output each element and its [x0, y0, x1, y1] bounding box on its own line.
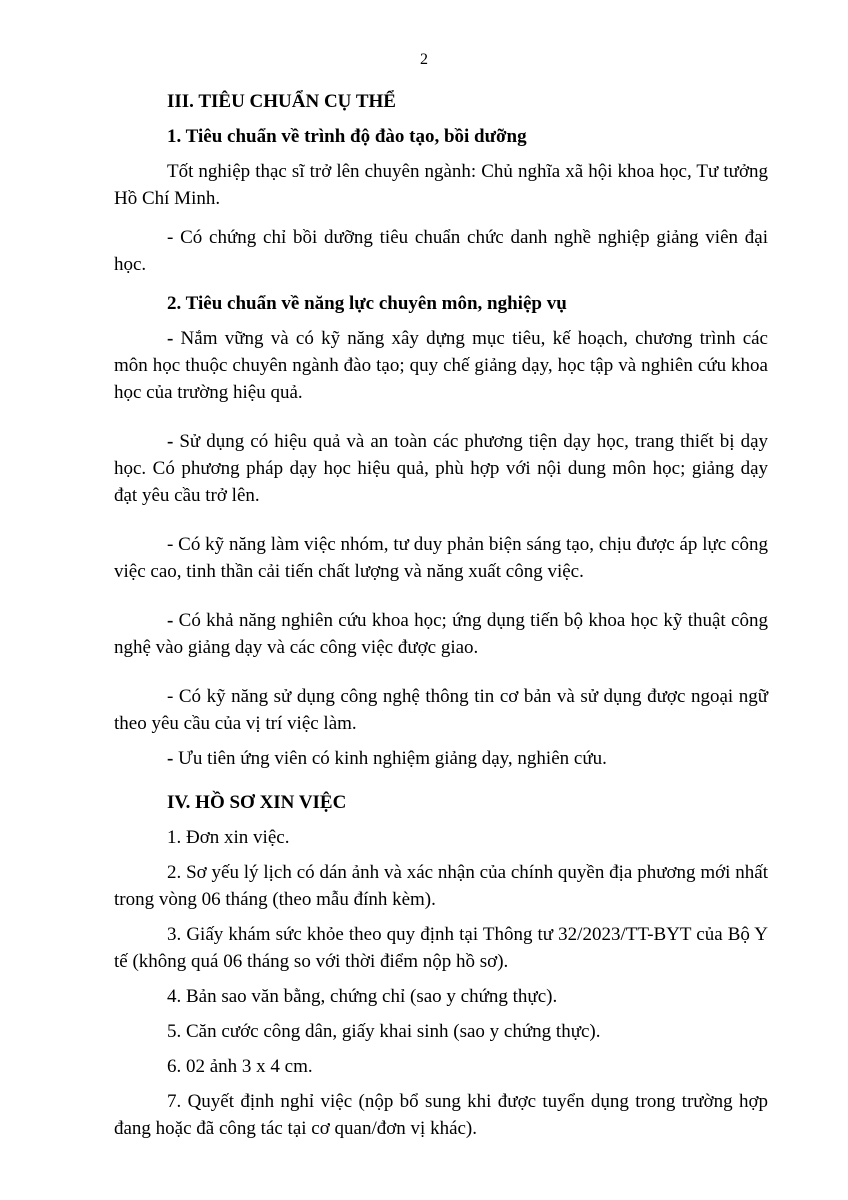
list-item-text: Có khả năng nghiên cứu khoa học; ứng dụng tiến bộ khoa học kỹ thuật công nghệ vào giảng dạy và các công việc được giao. — [114, 610, 768, 658]
document-list-item: 6. 02 ảnh 3 x 4 cm. — [167, 1056, 313, 1077]
list-item — [114, 531, 768, 585]
section-4-heading: IV. HỒ SƠ XIN VIỆC — [167, 792, 347, 813]
bullet-dash: - — [167, 686, 174, 707]
bullet-dash: - — [167, 610, 174, 631]
document-list-item: 3. Giấy khám sức khỏe theo quy định tại Thông tư 32/2023/TT-BYT của Bộ Y tế (không quá 06 tháng so với thời điểm nộp hồ sơ). — [114, 924, 768, 972]
document-list-item: 4. Bản sao văn bằng, chứng chỉ (sao y chứng thực). — [167, 986, 558, 1007]
bullet-dash: - — [167, 748, 174, 769]
page-number: 2 — [420, 51, 428, 68]
document-list-item: 5. Căn cước công dân, giấy khai sinh (sao y chứng thực). — [167, 1021, 601, 1042]
list-item-text: Ưu tiên ứng viên có kinh nghiệm giảng dạy, nghiên cứu. — [173, 748, 607, 769]
document-body — [114, 88, 768, 1142]
list-item-text: Sử dụng có hiệu quả và an toàn các phương tiện dạy học, trang thiết bị dạy học. Có phương pháp dạy học hiệu quả, phù hợp với nội dung môn học; giảng dạy đạt yêu cầu trở lên. — [114, 431, 768, 506]
subsection-2-heading: 2. Tiêu chuẩn về năng lực chuyên môn, nghiệp vụ — [167, 293, 567, 314]
subsection-1-heading: 1. Tiêu chuẩn về trình độ đào tạo, bồi dưỡng — [167, 126, 527, 147]
list-item — [114, 325, 768, 406]
list-item — [114, 683, 768, 737]
paragraph: Tốt nghiệp thạc sĩ trở lên chuyên ngành: Chủ nghĩa xã hội khoa học, Tư tưởng Hồ Chí Minh. — [114, 161, 768, 209]
document-list-item: 7. Quyết định nghỉ việc (nộp bổ sung khi được tuyển dụng trong trường hợp đang hoặc đã công tác tại cơ quan/đơn vị khác). — [114, 1091, 768, 1139]
document-list-item: 2. Sơ yếu lý lịch có dán ảnh và xác nhận của chính quyền địa phương mới nhất trong vòng 06 tháng (theo mẫu đính kèm). — [114, 862, 768, 910]
list-item-text: Nắm vững và có kỹ năng xây dựng mục tiêu, kế hoạch, chương trình các môn học thuộc chuyên ngành đào tạo; quy chế giảng dạy, học tập và nghiên cứu khoa học của trường hiệu quả. — [114, 328, 768, 403]
paragraph: - Có chứng chỉ bồi dưỡng tiêu chuẩn chức danh nghề nghiệp giảng viên đại học. — [114, 227, 768, 275]
bullet-dash: - — [167, 328, 174, 349]
bullet-dash: - — [167, 534, 174, 555]
list-item — [114, 745, 768, 772]
document-list-item: 1. Đơn xin việc. — [167, 827, 290, 848]
bullet-dash: - — [167, 431, 174, 452]
list-item — [114, 428, 768, 509]
list-item-text: Có kỹ năng làm việc nhóm, tư duy phản biện sáng tạo, chịu được áp lực công việc cao, tinh thần cải tiến chất lượng và năng xuất công việc. — [114, 534, 768, 582]
list-item — [114, 607, 768, 661]
list-item-text: Có kỹ năng sử dụng công nghệ thông tin cơ bản và sử dụng được ngoại ngữ theo yêu cầu của vị trí việc làm. — [114, 686, 768, 734]
section-3-heading: III. TIÊU CHUẨN CỤ THỂ — [167, 91, 396, 112]
